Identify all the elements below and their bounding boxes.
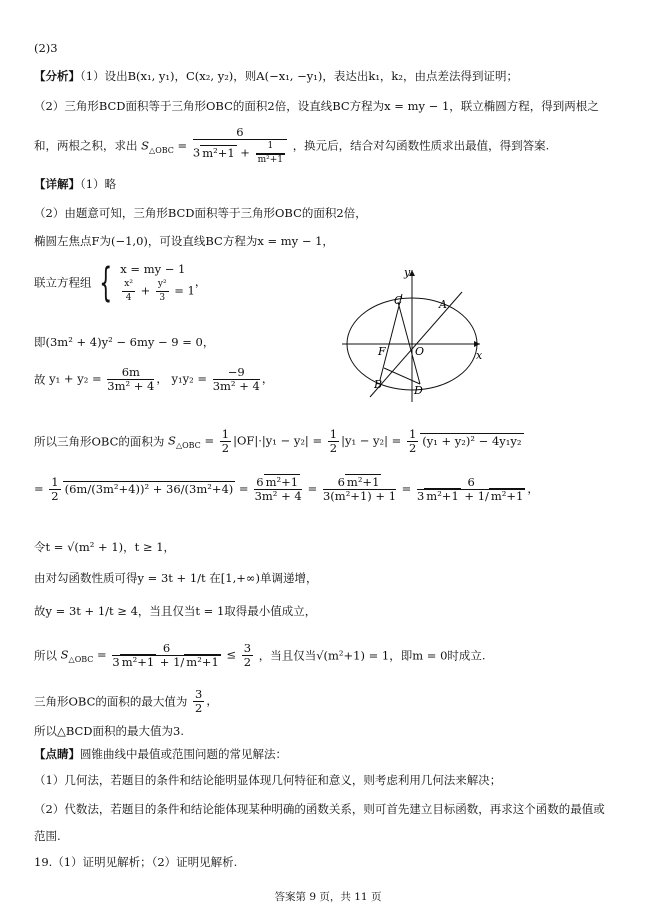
area-formula: $S_{\triangle OBC}$ = 6 3 m²+1 + $\frac{1}{\text{m²+1}}$ [141,126,289,167]
point-b-label: B [374,378,383,391]
analysis-line-3: 和，两根之积，求出 $S_{\triangle OBC}$ = 6 3 m²+1 + $\frac{1}{\text{m²+1}}$ ，换元后，结合对勾函数性质求出最值，得到答案. [34,125,550,165]
point-d-label: D [414,384,423,397]
page-footer: 答案第 9 页，共 11 页 [274,891,382,903]
tips-tag: 【点睛】 [34,747,80,761]
axis-y-label: y [404,266,411,279]
monotonic-line: 由对勾函数性质可得y = 3t + 1/t 在[1,+∞)单调递增， [34,571,318,585]
detail-line-5: 即(3m² + 4)y² − 6my − 9 = 0， [34,335,215,349]
detail-line-3: 椭圆左焦点F为(−1,0)，可设直线BC方程为x = my − 1， [34,234,334,248]
area-bound-line: 所以 $S_{\triangle OBC}$ = $\frac{6}{\text{3 m²+1 + 1/ m²+1}}$ ≤ $\frac{3}{2}$ ，当且仅当√(m²+1) = 1，即m = 0时成立. [34,641,486,669]
point-o-label: O [415,345,425,358]
point-f-label: F [378,345,386,358]
tips-line-2: （2）代数法，若题目的条件和结论能体现某种明确的函数关系，则可首先建立目标函数，再求这个函数的最值或 [34,802,605,816]
axis-x-label: x [476,349,483,362]
max-area-line: 三角形OBC的面积的最大值为 $\frac{3}{2}$ ， [34,687,218,715]
detail-tag: 【详解】 [34,177,80,191]
substitution-line: 令t = √(m² + 1)，t ≥ 1， [34,540,176,554]
answer-header: (2)3 [34,41,58,55]
detail-line-1: 【详解】（1）略 [34,177,117,191]
tips-line-0: 【点睛】圆锥曲线中最值或范围问题的常见解法： [34,747,287,761]
vieta-line: 故 y₁ + y₂ = $\frac{6m}{\text{3m² + 4}}$ ， y₁y₂ = $\frac{-9}{\text{3m² + 4}}$ ， [34,365,274,393]
tips-line-1: （1）几何法，若题目的条件和结论能明显体现几何特征和意义，则考虑利用几何法来解决； [34,773,502,787]
point-a-label: A [439,298,447,311]
detail-line-2: （2）由题意可知，三角形BCD面积等于三角形OBC的面积2倍， [34,206,367,220]
area-derivation-2: = $\frac{1}{2}$ (6m/(3m²+4))² + 36/(3m²+4) = $\frac{\text{6 m²+1}}{\text{3m² + 4}}$ = $\frac{\text{6 m²+1}}{\text{3(m²+1) + 1}}$ = $\frac{6}{\text{3 m²+1 + 1/ m²+1}}$ ， [34,475,539,503]
analysis-line-2: （2）三角形BCD面积等于三角形OBC的面积2倍，设直线BC方程为x = my − 1，联立椭圆方程，得到两根之 [34,99,599,113]
point-c-label: C [394,294,403,307]
minimum-line: 故y = 3t + 1/t ≥ 4，当且仅当t = 1取得最小值成立， [34,604,317,618]
area-derivation-1: 所以三角形OBC的面积为 $S_{\triangle OBC}$ = $\frac{1}{2}$ |OF|·|y₁ − y₂| = $\frac{1}{2}$ |y₁ − y₂| = $\frac{1}{2}$ (y₁ + y₂)² − 4y₁y₂ [34,427,522,455]
ellipse-figure [340,262,490,402]
equation-system: 联立方程组 { x = my − 1 $\frac{\text{x²}}{4}$ + $\frac{\text{y²}}{3}$ = 1 ， [34,259,207,306]
tips-line-3: 范围. [34,829,61,843]
analysis-line-1: 【分析】（1）设出B(x₁, y₁)，C(x₂, y₂)，则A(−x₁, −y₁)，表达出k₁，k₂，由点差法得到证明； [34,69,519,83]
analysis-tag: 【分析】 [34,69,80,83]
final-answer-line: 所以△BCD面积的最大值为3. [34,724,184,738]
question-19-line: 19.（1）证明见解析；（2）证明见解析. [34,855,238,869]
